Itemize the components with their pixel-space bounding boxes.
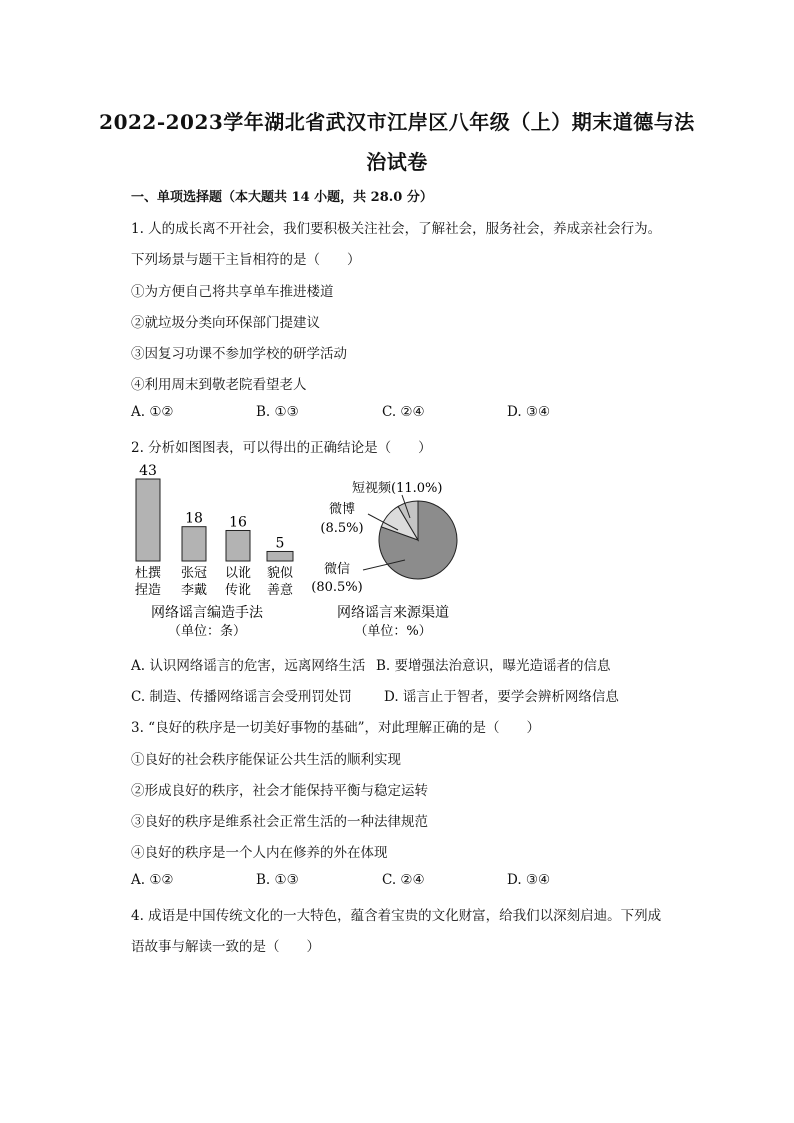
bar-chart-title: 网络谣言编造手法 bbox=[151, 605, 263, 621]
q3-option-c: C. ②④ bbox=[382, 872, 425, 888]
q2-option-b: B. 要增强法治意识，曝光造谣者的信息 bbox=[376, 658, 611, 674]
q3-item-3: ③良好的秩序是维系社会正常生活的一种法律规范 bbox=[131, 814, 428, 830]
q2-option-d: D. 谣言止于智者，要学会辨析网络信息 bbox=[384, 689, 619, 705]
exam-title-line1: 2022-2023学年湖北省武汉市江岸区八年级（上）期末道德与法 bbox=[99, 110, 695, 134]
bar-category-label: 张冠 bbox=[180, 566, 208, 581]
pie-label: (8.5%) bbox=[320, 521, 364, 536]
q1-option-c: C. ②④ bbox=[382, 404, 425, 420]
q1-item-1: ①为方便自己将共享单车推进楼道 bbox=[131, 284, 334, 300]
bar-value-label: 18 bbox=[185, 510, 203, 527]
q1-option-a: A. ①② bbox=[131, 404, 174, 420]
q1-stem-line2: 下列场景与题干主旨相符的是（ ） bbox=[131, 252, 361, 268]
bar-category-label: 捏造 bbox=[134, 583, 162, 598]
q4-stem-line2: 语故事与解读一致的是（ ） bbox=[131, 939, 320, 955]
bar-2 bbox=[182, 527, 206, 561]
bar-category-label: 以讹 bbox=[224, 566, 252, 581]
q3-option-d: D. ③④ bbox=[507, 872, 551, 888]
q2-figure bbox=[120, 460, 480, 646]
q1-item-3: ③因复习功课不参加学校的研学活动 bbox=[131, 346, 347, 362]
pie-chart-title: 网络谣言来源渠道 bbox=[337, 605, 449, 621]
pie-label: 短视频(11.0%) bbox=[352, 481, 443, 496]
bar-category-label: 杜撰 bbox=[134, 566, 162, 581]
q3-option-a: A. ①② bbox=[131, 872, 174, 888]
q3-item-4: ④良好的秩序是一个人内在修养的外在体现 bbox=[131, 845, 388, 861]
q2-stem: 2. 分析如图图表，可以得出的正确结论是（ ） bbox=[131, 440, 432, 456]
q2-option-a: A. 认识网络谣言的危害，远离网络生活 bbox=[131, 658, 366, 674]
q3-item-2: ②形成良好的秩序，社会才能保持平衡与稳定运转 bbox=[131, 783, 428, 799]
q1-stem-line1: 1. 人的成长离不开社会，我们要积极关注社会，了解社会，服务社会，养成亲社会行为。 bbox=[131, 221, 662, 237]
bar-chart bbox=[135, 463, 294, 639]
pie-label: 微博 bbox=[328, 502, 356, 517]
bar-1 bbox=[136, 479, 160, 561]
section-heading: 一、单项选择题（本大题共 14 小题，共 28.0 分） bbox=[131, 190, 433, 205]
bar-value-label: 43 bbox=[139, 463, 157, 479]
exam-title-line2: 治试卷 bbox=[366, 150, 428, 174]
bar-value-label: 5 bbox=[275, 535, 285, 552]
q1-option-b: B. ①③ bbox=[256, 404, 299, 420]
q1-option-d: D. ③④ bbox=[507, 404, 551, 420]
bar-3 bbox=[226, 530, 250, 561]
bar-category-label: 善意 bbox=[266, 583, 294, 598]
bar-category-label: 李戴 bbox=[180, 583, 208, 598]
bar-value-label: 16 bbox=[229, 514, 247, 531]
q3-item-1: ①良好的社会秩序能保证公共生活的顺利实现 bbox=[131, 752, 401, 768]
q2-option-c: C. 制造、传播网络谣言会受刑罚处罚 bbox=[131, 689, 352, 705]
q1-item-2: ②就垃圾分类向环保部门提建议 bbox=[131, 315, 320, 331]
pie-chart bbox=[311, 480, 457, 639]
q3-stem: 3. “良好的秩序是一切美好事物的基础”，对此理解正确的是（ ） bbox=[131, 720, 540, 736]
bar-chart-unit: （单位：条） bbox=[167, 624, 247, 639]
bar-category-label: 貌似 bbox=[266, 566, 294, 581]
q3-option-b: B. ①③ bbox=[256, 872, 299, 888]
pie-label: (80.5%) bbox=[311, 580, 363, 595]
bar-category-label: 传讹 bbox=[224, 583, 252, 598]
q1-item-4: ④利用周末到敬老院看望老人 bbox=[131, 377, 307, 393]
bar-4 bbox=[267, 551, 293, 561]
q4-stem-line1: 4. 成语是中国传统文化的一大特色，蕴含着宝贵的文化财富，给我们以深刻启迪。下列成 bbox=[131, 908, 662, 924]
pie-chart-unit: （单位：%） bbox=[354, 624, 432, 639]
pie-label: 微信 bbox=[323, 562, 351, 577]
